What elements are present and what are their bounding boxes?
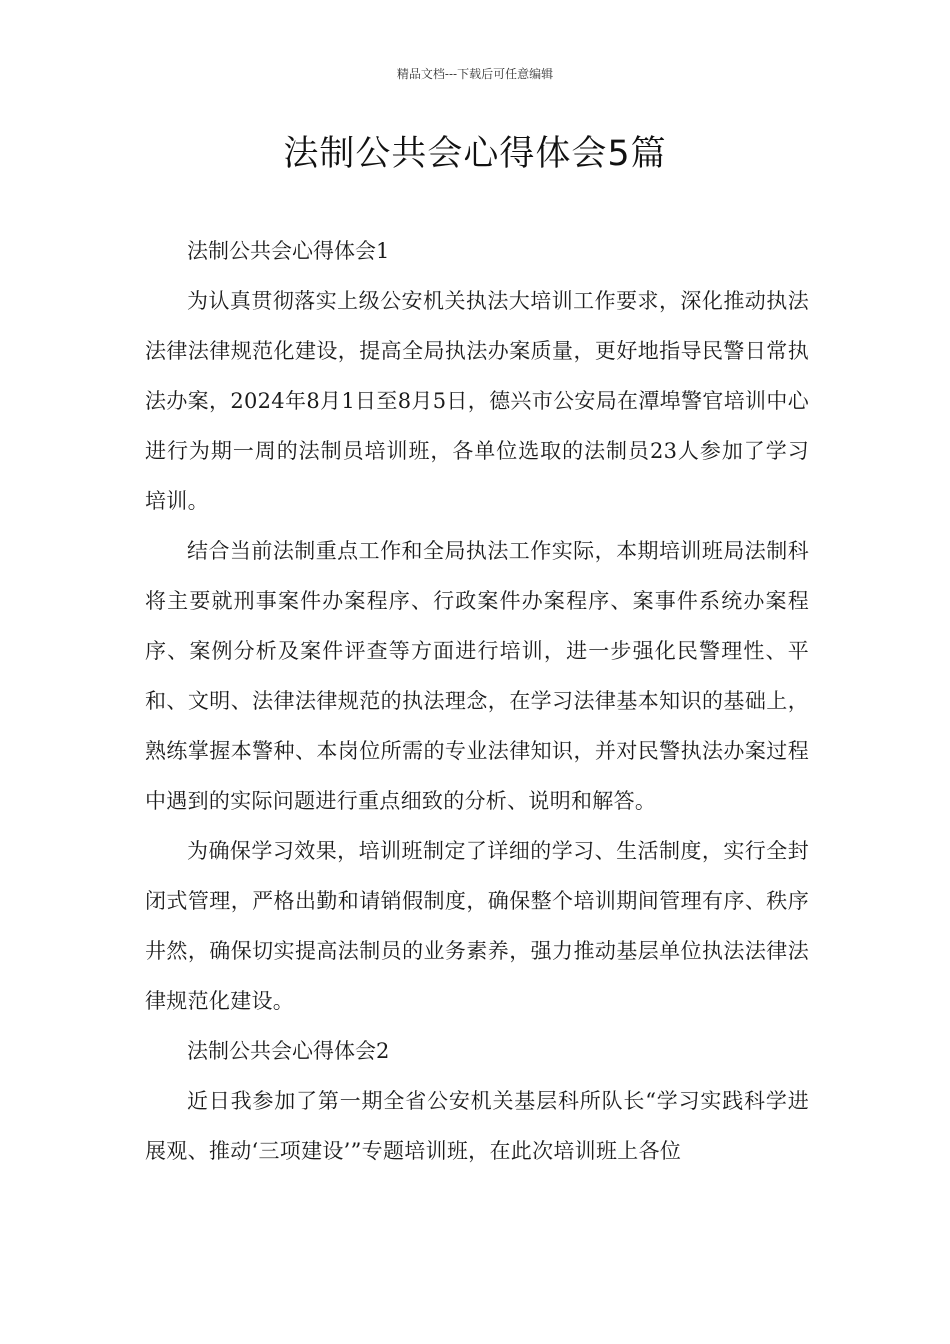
section-heading-2: 法制公共会心得体会2 (187, 1039, 390, 1063)
paragraph-1: 为认真贯彻落实上级公安机关执法大培训工作要求，深化推动执法法律法律规范化建设，提高全局执法办案质量，更好地指导民警日常执法办案，2024年8月1日至8月5日，德兴市公安局在潭埠警官培训中心进行为期一周的法制员培训班，各单位选取的法制员23人参加了学习培训。 (145, 289, 809, 513)
document-title: 法制公共会心得体会5篇 (283, 134, 667, 174)
section-heading-1: 法制公共会心得体会1 (187, 239, 390, 263)
paragraph-3: 为确保学习效果，培训班制定了详细的学习、生活制度，实行全封闭式管理，严格出勤和请销假制度，确保整个培训期间管理有序、秩序井然，确保切实提高法制员的业务素养，强力推动基层单位执法法律法律规范化建设。 (145, 839, 809, 1013)
paragraph-4: 近日我参加了第一期全省公安机关基层科所队长“学习实践科学进展观、推动‘三项建设’”专题培训班，在此次培训班上各位 (145, 1089, 809, 1163)
page-header: 精品文档---下载后可任意编辑 (396, 67, 554, 81)
document-body (145, 226, 809, 1176)
paragraph-2: 结合当前法制重点工作和全局执法工作实际，本期培训班局法制科将主要就刑事案件办案程序、行政案件办案程序、案事件系统办案程序、案例分析及案件评查等方面进行培训，进一步强化民警理性、平和、文明、法律法律规范的执法理念，在学习法律基本知识的基础上，熟练掌握本警种、本岗位所需的专业法律知识，并对民警执法办案过程中遇到的实际问题进行重点细致的分析、说明和解答。 (145, 539, 809, 813)
